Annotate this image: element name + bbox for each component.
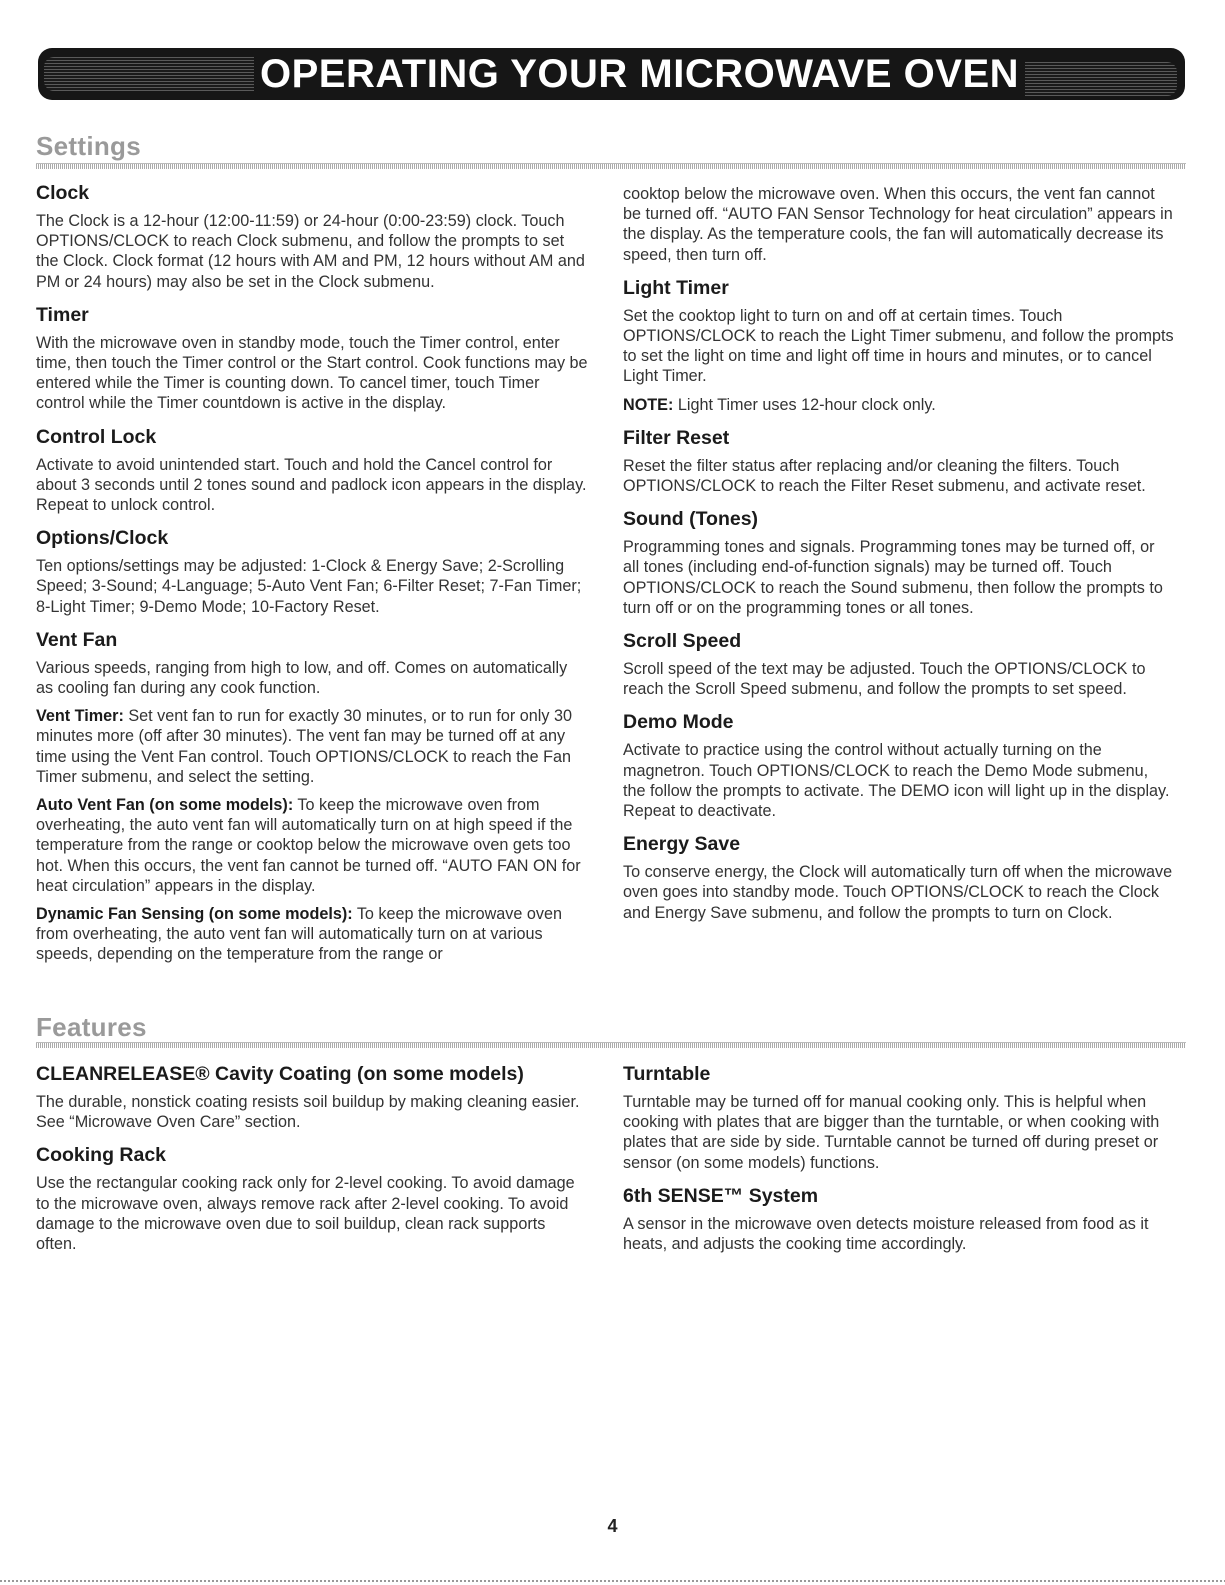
dynamic-fan-paragraph xyxy=(36,904,588,965)
settings-left-column xyxy=(36,181,588,973)
text-control-lock: Activate to avoid unintended start. Touch and hold the Cancel control for about 3 seconds until 2 tones sound and padlock icon appears in the display. Repeat to unlock control. xyxy=(36,455,587,515)
text-vent-fan: Various speeds, ranging from high to low, and off. Comes on automatically as cooling fan during any cook function. xyxy=(36,658,568,698)
heading-options-clock: Options/Clock xyxy=(36,527,169,550)
heading-filter-reset: Filter Reset xyxy=(623,426,730,449)
note-label: NOTE: xyxy=(623,395,674,414)
page-title: OPERATING YOUR MICROWAVE OVEN xyxy=(260,52,1020,96)
heading-sound: Sound (Tones) xyxy=(623,508,759,531)
auto-vent-label: Auto Vent Fan (on some models): xyxy=(36,796,294,815)
banner-stripe-right xyxy=(1025,62,1177,96)
heading-cooking-rack: Cooking Rack xyxy=(36,1144,167,1167)
text-cleanrelease: The durable, nonstick coating resists soil buildup by making cleaning easier. See “Microwave Oven Care” section. xyxy=(36,1093,580,1132)
dynamic-fan-continued: cooktop below the microwave oven. When this occurs, the vent fan cannot be turned off. “AUTO FAN Sensor Technology for heat circulation” appears in the display. As the temperature cools, the fan will automatically decrease its speed, then turn off. xyxy=(623,185,1173,264)
text-options-clock: Ten options/settings may be adjusted: 1-Clock & Energy Save; 2-Scrolling Speed; 3-Sound; 4-Language; 5-Auto Vent Fan; 6-Filter Reset; 7-Fan Timer; 8-Light Timer; 9-Demo Mode; 10-Factory Reset. xyxy=(36,557,582,616)
dynamic-fan-text: To keep the microwave oven from overheating, the auto vent fan will automatically turn on at various speeds, depending on the temperature from the range or xyxy=(36,905,562,964)
text-turntable: Turntable may be turned off for manual cooking only. This is helpful when cooking with plates that are bigger than the turntable, or when cooking with plates that are side by side. Turntable cannot be turned off during preset or sensor (on some models) functions. xyxy=(623,1093,1160,1172)
page-banner xyxy=(38,48,1185,100)
vent-timer-label: Vent Timer: xyxy=(36,707,124,726)
heading-light-timer: Light Timer xyxy=(623,276,729,299)
auto-vent-text: To keep the microwave oven from overheating, the auto vent fan will automatically turn on at high speed if the temperature from the range or cooktop below the microwave oven gets too hot. When this occurs, the vent fan cannot be turned off. “AUTO FAN ON for heat circulation” appears in the display. xyxy=(36,796,581,895)
section-title-features: Features xyxy=(36,1012,147,1042)
banner-stripe-left xyxy=(44,57,254,91)
heading-sixth-sense: 6th SENSE™ System xyxy=(623,1184,819,1207)
features-left-column xyxy=(36,1062,588,1265)
heading-scroll-speed: Scroll Speed xyxy=(623,630,742,653)
heading-clock: Clock xyxy=(36,182,90,204)
text-timer: With the microwave oven in standby mode, touch the Timer control, enter time, then touch the Timer control or the Start control. Cook functions may be entered while the Timer is counting down. To cancel timer, touch Timer control while the Timer countdown is active in the display. xyxy=(36,333,588,413)
heading-energy-save: Energy Save xyxy=(623,833,741,856)
text-filter-reset: Reset the filter status after replacing and/or cleaning the filters. Touch OPTIONS/CLOCK to reach the Filter Reset submenu, and activate reset. xyxy=(623,456,1146,496)
section-rule-features xyxy=(36,1042,1186,1048)
heading-turntable: Turntable xyxy=(623,1063,711,1085)
heading-timer: Timer xyxy=(36,303,89,326)
page-number: 4 xyxy=(607,1516,618,1536)
text-sixth-sense: A sensor in the microwave oven detects moisture released from food as it heats, and adjusts the cooking time accordingly. xyxy=(623,1214,1149,1254)
heading-control-lock: Control Lock xyxy=(36,425,157,448)
heading-demo-mode: Demo Mode xyxy=(623,711,734,734)
bottom-rule xyxy=(0,1580,1225,1582)
vent-timer-paragraph xyxy=(36,706,588,787)
auto-vent-paragraph xyxy=(36,795,588,896)
text-demo-mode: Activate to practice using the control without actually turning on the magnetron. Touch OPTIONS/CLOCK to reach the Demo Mode submenu, the follow the prompts to activate. The DEMO icon will light up in the display. Repeat to deactivate. xyxy=(623,741,1170,821)
text-cooking-rack: Use the rectangular cooking rack only for 2-level cooking. To avoid damage to the microwave oven, always remove rack after 2-level cooking. To avoid damage to the microwave oven due to soil buildup, clean rack supports often. xyxy=(36,1174,575,1254)
section-rule-settings xyxy=(36,163,1186,169)
settings-right-column xyxy=(623,184,1175,934)
text-light-timer: Set the cooktop light to turn on and off at certain times. Touch OPTIONS/CLOCK to reach the Light Timer submenu, and follow the prompts to set the light on time and light off time in hours and minutes, or to cancel Light Timer. xyxy=(623,306,1174,386)
heading-cleanrelease: CLEANRELEASE® Cavity Coating (on some models) xyxy=(36,1063,524,1085)
light-timer-note xyxy=(623,395,1175,415)
note-text: Light Timer uses 12-hour clock only. xyxy=(673,395,936,414)
features-right-column xyxy=(623,1062,1175,1265)
text-energy-save: To conserve energy, the Clock will automatically turn off when the microwave oven goes into standby mode. Touch OPTIONS/CLOCK to reach the Clock and Energy Save submenu, and follow the prompts to turn on Clock. xyxy=(623,863,1173,922)
text-clock: The Clock is a 12-hour (12:00-11:59) or 24-hour (0:00-23:59) clock. Touch OPTIONS/CLOCK to reach Clock submenu, and follow the prompts to set the Clock. Clock format (12 hours with AM and PM, 12 hours without AM and PM or 24 hours) may also be set in the Clock submenu. xyxy=(36,212,585,291)
vent-timer-text: Set vent fan to run for exactly 30 minutes, or to run for only 30 minutes more (off after 30 minutes). The vent fan may be turned off at any time using the Vent Fan control. Touch OPTIONS/CLOCK to reach the Fan Timer submenu, and select the setting. xyxy=(36,707,572,786)
text-sound: Programming tones and signals. Programming tones may be turned off, or all tones (including end-of-function signals) may be turned off. Touch OPTIONS/CLOCK to reach the Sound submenu, then follow the prompts to turn off or on the programming tones or all tones. xyxy=(623,538,1163,617)
section-title-settings: Settings xyxy=(36,131,141,161)
heading-vent-fan: Vent Fan xyxy=(36,628,118,651)
dynamic-fan-label: Dynamic Fan Sensing (on some models): xyxy=(36,905,353,924)
text-scroll-speed: Scroll speed of the text may be adjusted. Touch the OPTIONS/CLOCK to reach the Scroll Speed submenu, and follow the prompts to set speed. xyxy=(623,660,1146,699)
